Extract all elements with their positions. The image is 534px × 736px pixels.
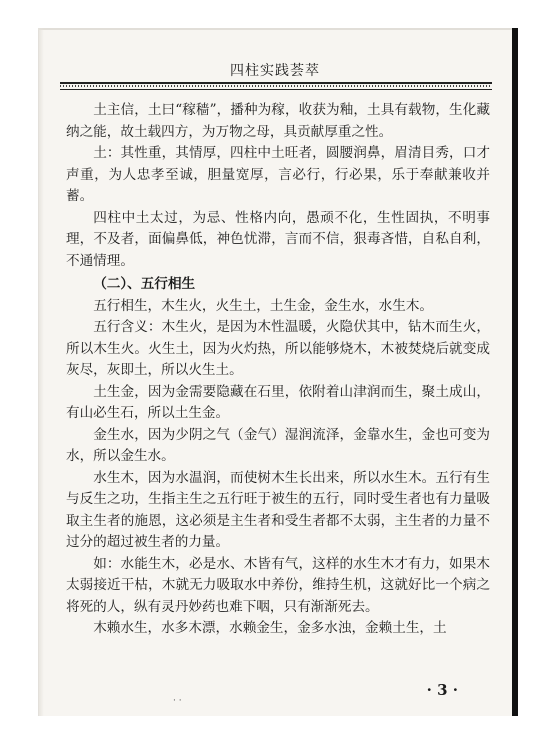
paragraph-metal-water: 金生水，因为少阴之气（金气）湿润流泽，金靠水生，金也可变为水，所以金生水。 — [66, 426, 490, 464]
paragraph-earth-metal: 土生金，因为金需要隐藏在石里，依附着山津润而生，聚土成山，有山必生石，所以土生金。 — [66, 383, 490, 421]
paragraph-dependency: 木赖水生，水多木漂，水赖金生，金多水浊，金赖土生，土 — [93, 620, 447, 636]
body-text — [66, 100, 490, 640]
paragraph-water-wood: 水生木，因为水温润，而使树木生长出来，所以水生木。五行有生与反生之功，生指主生之五行旺于被生的五行，同时受生者也有力量吸取主生者的施恩，这必须是主生者和受生者都不太弱，主生者的力量不过分的超过被生者的力量。 — [66, 469, 490, 550]
paragraph-generation-cycle: 五行相生，木生火，火生土，土生金，金生水，水生木。 — [93, 297, 434, 314]
header-rule — [60, 82, 492, 90]
page-gutter-shadow — [38, 28, 44, 716]
paragraph-earth-trust: 土主信，土曰“稼穑”，播种为稼，收获为釉，土具有载物，生化藏纳之能，故土载四方，为万物之母，具贡献厚重之性。 — [66, 102, 490, 140]
page-number: · 3 · — [426, 681, 458, 699]
book-page — [38, 28, 518, 716]
page-top-edge — [38, 28, 512, 30]
paragraph-wood-fire: 五行含义：木生火，是因为木性温暖，火隐伏其中，钻木而生火，所以木生火。火生土，因为火灼热，所以能够烧木，木被焚烧后就变成灰尽，灰即土，所以火生土。 — [66, 319, 490, 378]
paragraph-earth-excess: 四柱中土太过，为忌、性格内向，愚顽不化，生性固执，不明事理，不及者，面偏鼻低，神色忧滞，言而不信，狠毒吝惜，自私自利，不通情理。 — [66, 209, 490, 269]
section-heading: （二）、五行相生 — [93, 276, 196, 292]
paragraph-example: 如：水能生木，必是水、木皆有气，这样的水生木才有力，如果木太弱接近干枯，木就无力吸取水中养份，维持生机，这就好比一个病之将死的人，纵有灵丹妙药也难下咽，只有渐渐死去。 — [66, 555, 490, 615]
running-header-title: 四柱实践荟萃 — [230, 63, 320, 79]
header-rule-pattern — [60, 85, 492, 87]
print-specks: · · — [173, 696, 182, 706]
paragraph-earth-nature: 土：其性重，其情厚，四柱中土旺者，圆腰润鼻，眉清目秀，口才声重，为人忠孝至诚，胆量宽厚，言必行，行必果，乐于奉献兼收并蓄。 — [66, 145, 490, 204]
